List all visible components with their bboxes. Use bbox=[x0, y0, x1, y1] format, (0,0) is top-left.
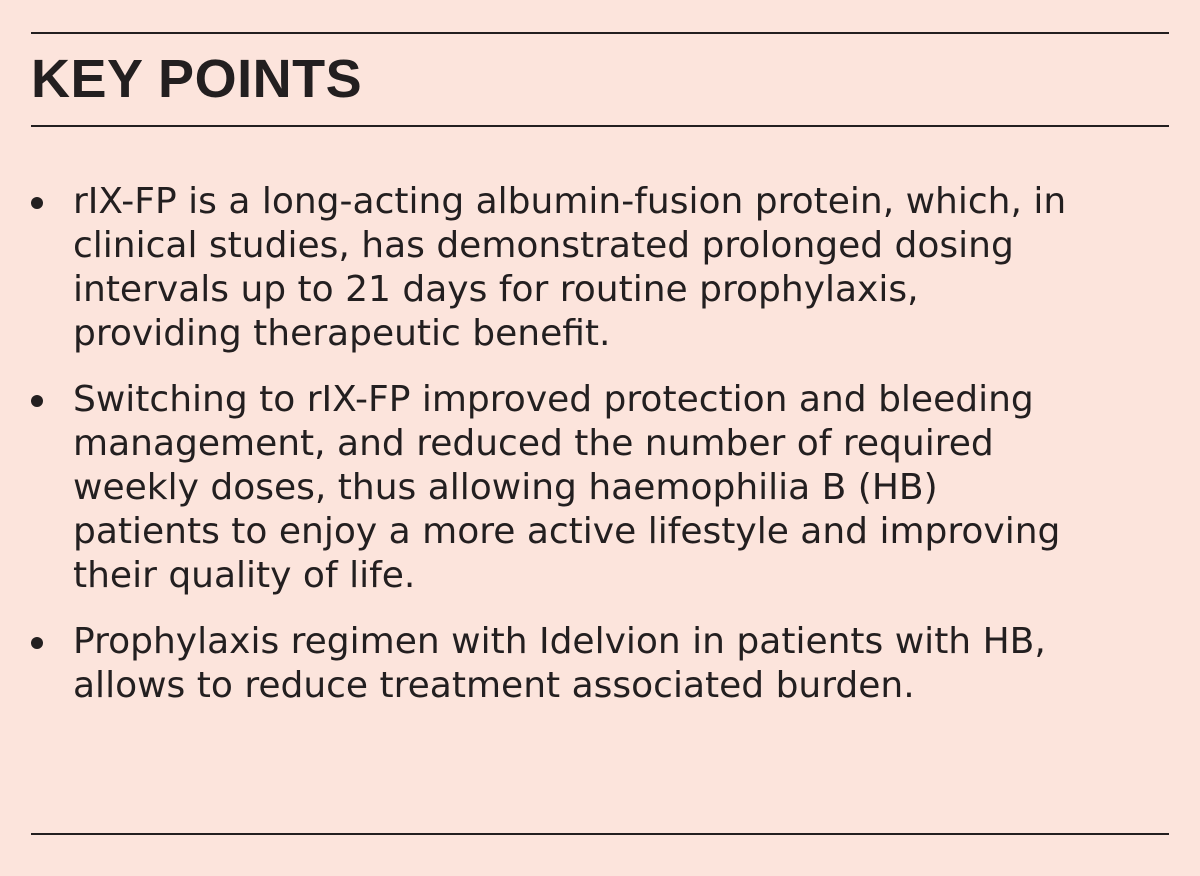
key-point-text: Switching to rIX-FP improved protection and bleeding management, and reduced the number of required weekly doses, thus allowing haemophilia B (HB) patients to enjoy a more active lifestyle and improving their quality of life. bbox=[73, 379, 1061, 596]
bullet-icon bbox=[31, 395, 43, 407]
bullet-icon bbox=[31, 637, 43, 649]
key-points-heading: KEY POINTS bbox=[31, 49, 363, 109]
top-rule bbox=[31, 32, 1169, 34]
key-point-item bbox=[31, 180, 1171, 356]
bottom-rule bbox=[31, 833, 1169, 835]
key-point-text: Prophylaxis regimen with Idelvion in patients with HB, allows to reduce treatment associated burden. bbox=[73, 621, 1046, 706]
heading-divider bbox=[31, 125, 1169, 127]
key-point-item bbox=[31, 620, 1171, 708]
key-point-text: rIX-FP is a long-acting albumin-fusion protein, which, in clinical studies, has demonstrated prolonged dosing intervals up to 21 days for routine prophylaxis, providing therapeutic benefit. bbox=[73, 181, 1067, 354]
key-points-list bbox=[31, 180, 1171, 730]
key-point-item bbox=[31, 378, 1171, 598]
bullet-icon bbox=[31, 197, 43, 209]
